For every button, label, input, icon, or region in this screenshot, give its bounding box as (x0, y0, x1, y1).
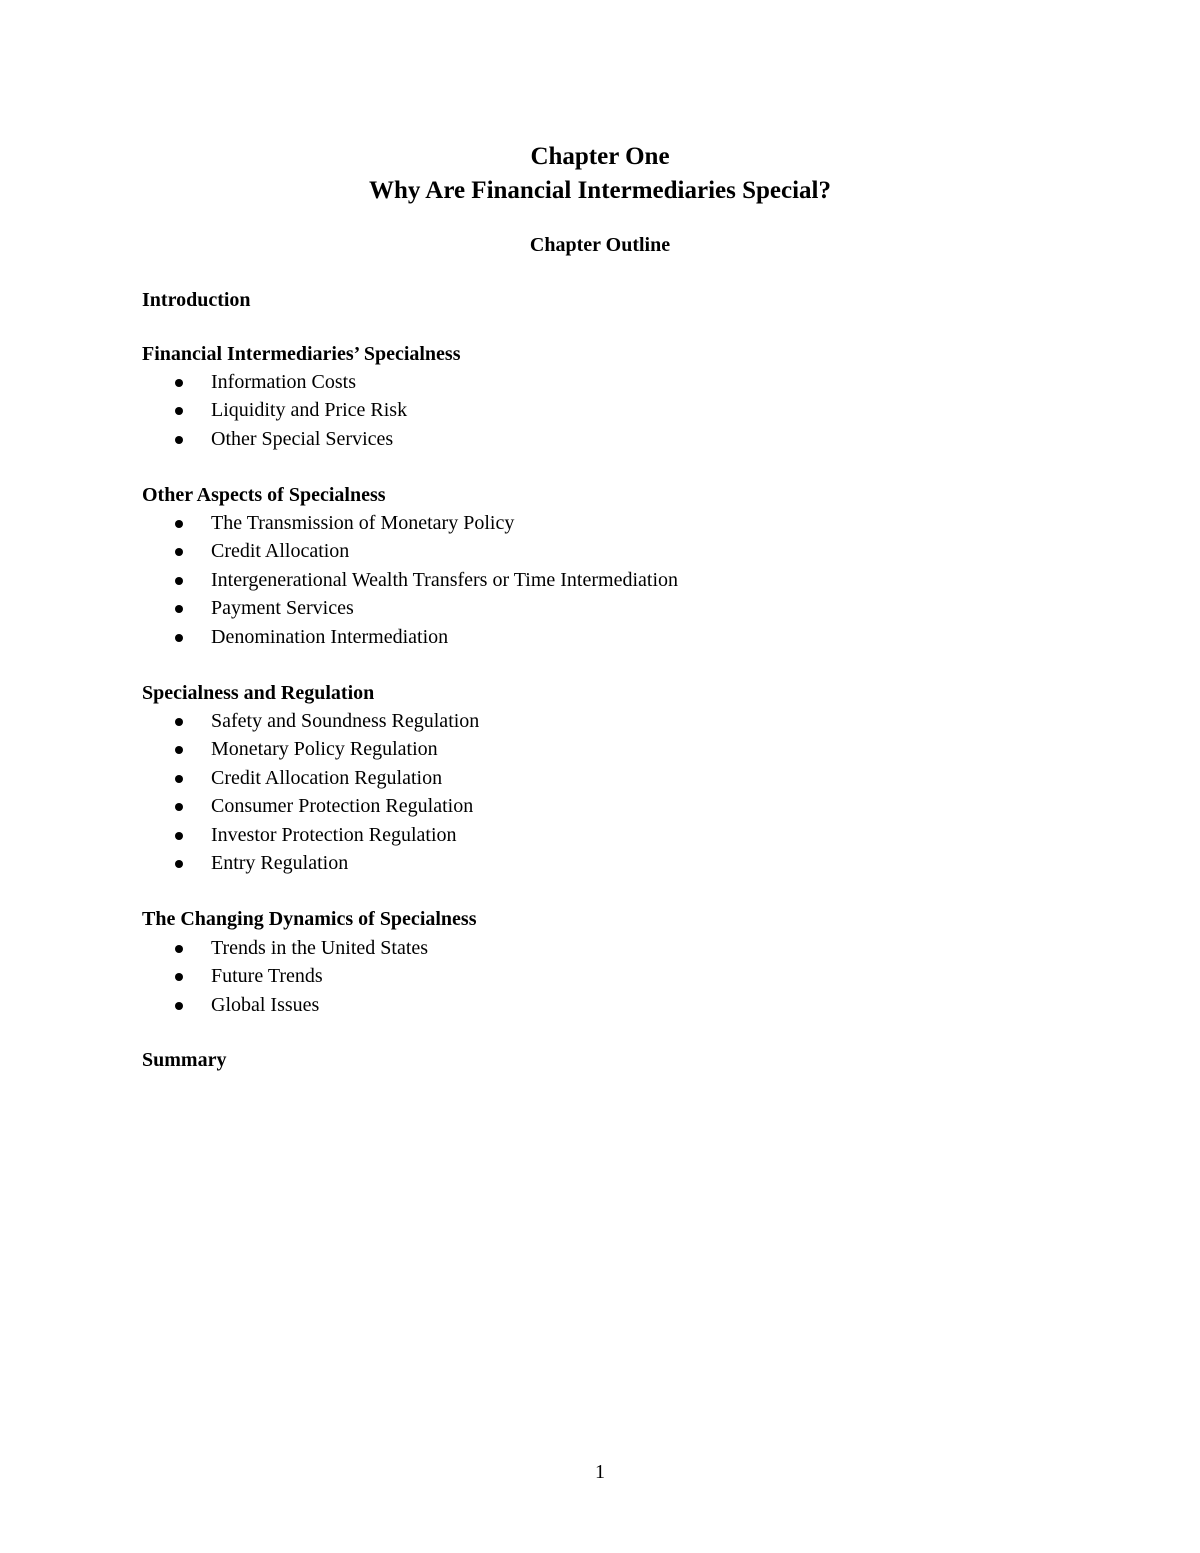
bullet-icon (175, 379, 183, 387)
bullet-icon (175, 548, 183, 556)
bullet-icon (175, 718, 183, 726)
section-heading-specialness-regulation: Specialness and Regulation (142, 682, 375, 704)
bullet-icon (175, 436, 183, 444)
bullet-icon (175, 945, 183, 953)
bullet-icon (175, 1002, 183, 1010)
section-heading-introduction: Introduction (142, 289, 251, 311)
chapter-title: Why Are Financial Intermediaries Special? (368, 177, 831, 204)
chapter-number: Chapter One (530, 143, 670, 170)
chapter-outline-heading: Chapter Outline (529, 234, 671, 256)
section-heading-other-aspects: Other Aspects of Specialness (142, 484, 386, 506)
bullet-icon (175, 775, 183, 783)
section-heading-changing-dynamics: The Changing Dynamics of Specialness (142, 908, 477, 930)
bullet-icon (175, 634, 183, 642)
bullet-icon (175, 832, 183, 840)
bullet-icon (175, 973, 183, 981)
page-number: 1 (595, 1461, 605, 1483)
bullet-icon (175, 605, 183, 613)
bullet-icon (175, 577, 183, 585)
section-heading-summary: Summary (142, 1049, 227, 1071)
bullet-icon (175, 520, 183, 528)
bullet-icon (175, 860, 183, 868)
bullet-icon (175, 803, 183, 811)
section-heading-fi-specialness: Financial Intermediaries’ Specialness (142, 343, 461, 365)
bullet-icon (175, 746, 183, 754)
bullet-icon (175, 407, 183, 415)
